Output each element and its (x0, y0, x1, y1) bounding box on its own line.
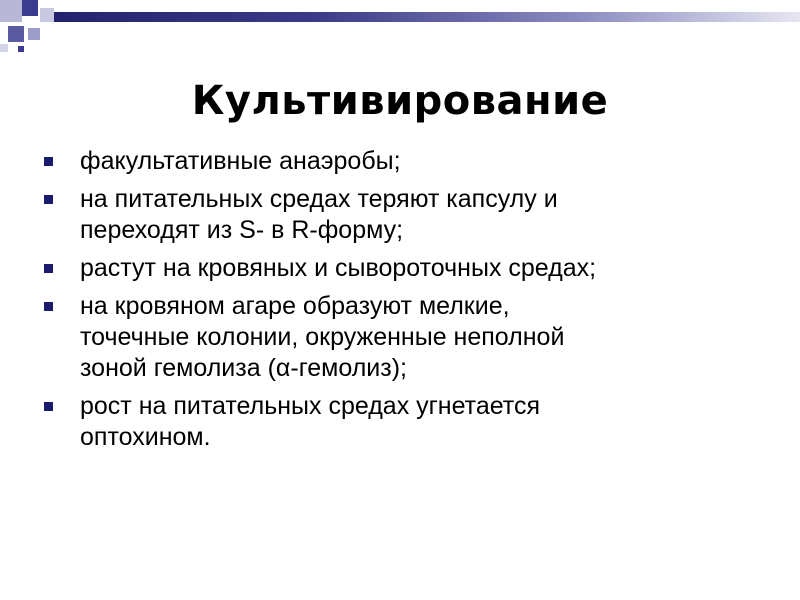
decorative-square (8, 26, 24, 42)
bullet-line: переходят из S- в R-форму; (80, 216, 404, 244)
decorative-square (28, 28, 40, 40)
decorative-square (0, 44, 8, 52)
square-bullet-icon (44, 402, 53, 411)
bullet-list (44, 146, 764, 460)
decorative-square (0, 0, 22, 22)
square-bullet-icon (44, 195, 53, 204)
bullet-line: точечные колонии, окруженные неполной (80, 323, 565, 351)
square-bullet-icon (44, 302, 53, 311)
bullet-line: зоной гемолиза (α-гемолиз); (80, 354, 407, 382)
bullet-line: на кровяном агаре образуют мелкие, (80, 292, 510, 320)
bullet-line: факультативные анаэробы; (80, 147, 401, 175)
bullet-item (44, 391, 764, 453)
decorative-square (18, 46, 24, 52)
decorative-header-bar (54, 12, 800, 22)
bullet-line: растут на кровяных и сывороточных средах; (80, 254, 597, 282)
bullet-line: оптохином. (80, 423, 211, 451)
bullet-item (44, 184, 764, 246)
bullet-item (44, 291, 764, 384)
bullet-line: на питательных средах теряют капсулу и (80, 185, 558, 213)
bullet-line: рост на питательных средах угнетается (80, 392, 541, 420)
square-bullet-icon (44, 264, 53, 273)
bullet-item (44, 253, 764, 284)
decorative-square (40, 8, 54, 22)
slide-title: Культивирование (191, 78, 609, 124)
bullet-item (44, 146, 764, 177)
decorative-square (22, 0, 38, 16)
square-bullet-icon (44, 157, 53, 166)
